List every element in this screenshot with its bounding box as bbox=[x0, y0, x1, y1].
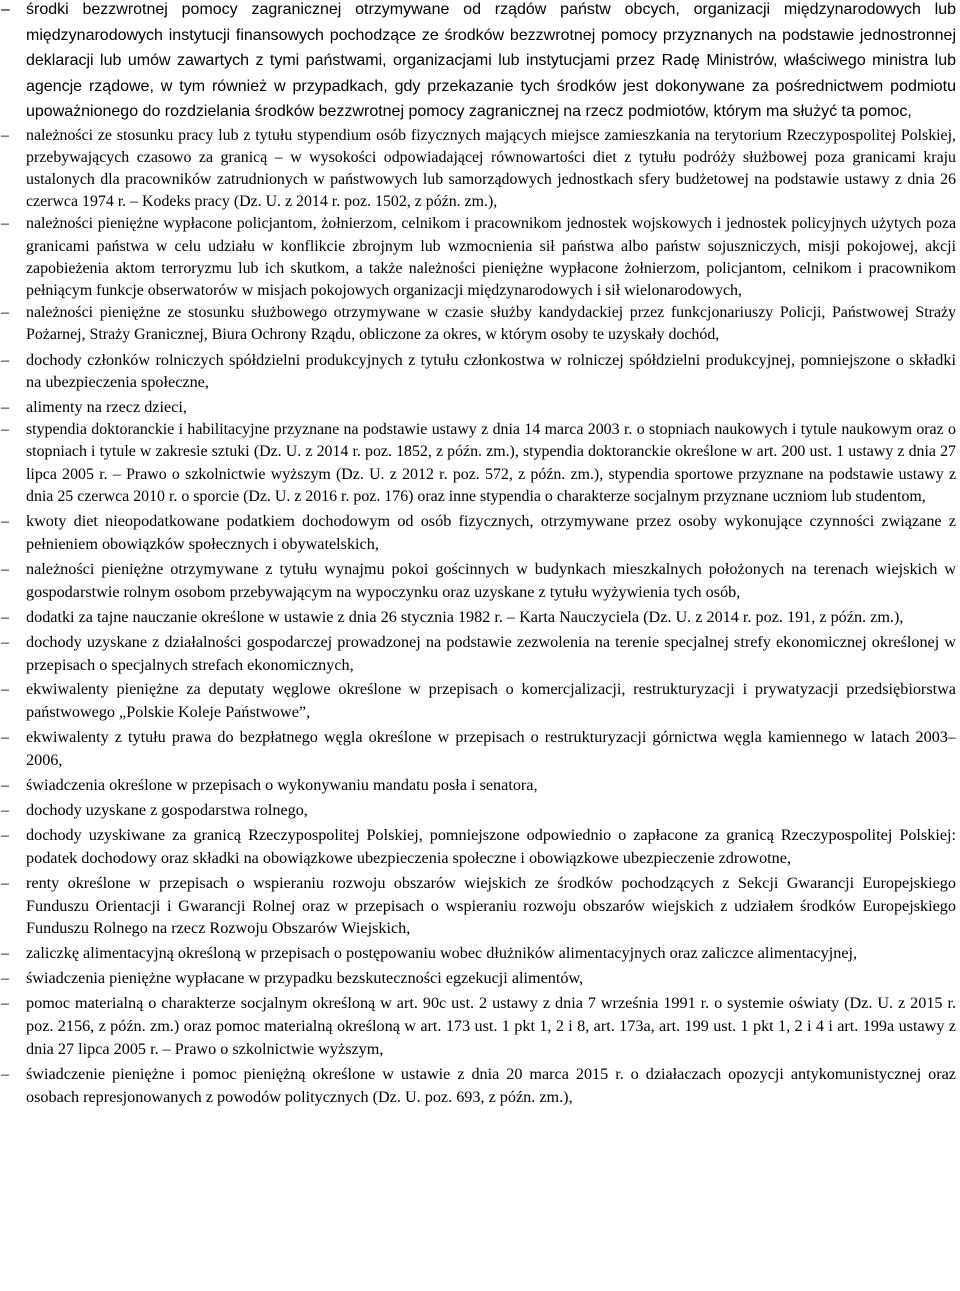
list-item-text: stypendia doktoranckie i habilitacyjne przyznane na podstawie ustawy z dnia 14 marca 2003 r. o stopniach naukowych i tytule naukowym oraz o stopniach i tytule w zakresie sztuki (Dz. U. z 2014 r. poz. 1852, z późn. zm.), stypendia doktoranckie określone w art. 200 ust. 1 ustawy z dnia 27 lipca 2005 r. – Prawo o szkolnictwie wyższym (Dz. U. z 2012 r. poz. 572, z późn. zm.), stypendia sportowe przyznane na podstawie ustawy z dnia 25 czerwca 2010 r. o sporcie (Dz. U. z 2016 r. poz. 176) oraz inne stypendia o charakterze socjalnym przyznane uczniom lub studentom, bbox=[26, 421, 956, 505]
dash-bullet-icon: – bbox=[1, 215, 9, 233]
dash-bullet-icon: – bbox=[1, 607, 10, 626]
dash-bullet-icon: – bbox=[1, 969, 10, 988]
list-item-text: pomoc materialną o charakterze socjalnym określoną w art. 90c ust. 2 ustawy z dnia 7 września 1991 r. o systemie oświaty (Dz. U. z 2015 r. poz. 2156, z późn. zm.) oraz pomoc materialną określoną w art. 173 ust. 1 pkt 1, 2 i 8, art. 173a, art. 199 ust. 1 pkt 1, 2 i 4 i art. 199a ustawy z dnia 27 lipca 2005 r. – Prawo o szkolnictwie wyższym, bbox=[26, 994, 956, 1058]
list-item bbox=[0, 942, 960, 965]
list-item-text: dochody członków rolniczych spółdzielni produkcyjnych z tytułu członkostwa w rolniczej spółdzielni produkcyjnej, pomniejszone o składki na ubezpieczenia społeczne, bbox=[26, 350, 956, 392]
list-item-text: należności ze stosunku pracy lub z tytułu stypendium osób fizycznych mających miejsce zamieszkania na terytorium Rzeczypospolitej Polskiej, przebywających czasowo za granicą – w wysokości odpowiadającej równowartości diet z tytułu podróży służbowej poza granicami kraju ustalonych dla pracowników zatrudnionych w państwowych lub samorządowych jednostkach sfery budżetowej na podstawie ustawy z dnia 26 czerwca 1974 r. – Kodeks pracy (Dz. U. z 2014 r. poz. 1502, z późn. zm.), bbox=[26, 126, 956, 211]
dash-bullet-icon: – bbox=[1, 398, 10, 417]
dash-bullet-icon: – bbox=[1, 944, 10, 963]
list-item bbox=[0, 992, 960, 1061]
dash-bullet-icon: – bbox=[1, 632, 10, 651]
list-item-text: renty określone w przepisach o wspieraniu rozwoju obszarów wiejskich ze środków pochodzących z Sekcji Gwarancji Europejskiego Funduszu Orientacji i Gwarancji Rolnej oraz w przepisach o wspieraniu rozwoju obszarów wiejskich z udziałem środków Europejskiego Funduszu Rolnego na rzecz Rozwoju Obszarów Wiejskich, bbox=[26, 873, 956, 938]
dash-bullet-icon: – bbox=[1, 994, 10, 1013]
list-item-text: dochody uzyskiwane za granicą Rzeczypospolitej Polskiej, pomniejszone odpowiednio o zapłacone za granicą Rzeczypospolitej Polskiej: podatek dochodowy oraz składki na obowiązkowe ubezpieczenia społeczne i obowiązkowe ubezpieczenie zdrowotne, bbox=[26, 825, 956, 867]
dash-bullet-icon: – bbox=[1, 126, 9, 144]
list-item bbox=[0, 419, 960, 508]
list-item bbox=[0, 396, 960, 419]
list-item-text: zaliczkę alimentacyjną określoną w przepisach o postępowaniu wobec dłużników alimentacyjnych oraz zaliczce alimentacyjnej, bbox=[26, 944, 858, 963]
list-item bbox=[0, 631, 960, 677]
list-item-text: ekwiwalenty pieniężne za deputaty węglowe określone w przepisach o komercjalizacji, restrukturyzacji i prywatyzacji przedsiębiorstwa państwowego „Polskie Koleje Państwowe”, bbox=[26, 680, 956, 722]
list-item-text: należności pieniężne otrzymywane z tytułu wynajmu pokoi gościnnych w budynkach mieszkalnych położonych na terenach wiejskich w gospodarstwie rolnym osobom przebywającym na wypoczynku oraz uzyskane z tytułu wyżywienia tych osób, bbox=[26, 559, 956, 601]
list-item bbox=[0, 799, 960, 822]
list-item bbox=[0, 302, 960, 346]
dash-bullet-icon: – bbox=[1, 1064, 10, 1083]
list-item bbox=[0, 678, 960, 724]
list-item-text: świadczenie pieniężne i pomoc pieniężną określone w ustawie z dnia 20 marca 2015 r. o działaczach opozycji antykomunistycznej oraz osobach represjonowanych z powodów politycznych (Dz. U. poz. 693, z późn. zm.), bbox=[26, 1064, 956, 1106]
dash-bullet-icon: – bbox=[1, 776, 10, 795]
dash-bullet-icon: – bbox=[1, 1, 10, 18]
list-item bbox=[0, 1063, 960, 1109]
list-item-text: alimenty na rzecz dzieci, bbox=[26, 398, 187, 417]
list-item bbox=[0, 510, 960, 556]
list-item bbox=[0, 213, 960, 302]
list-item-text: świadczenia pieniężne wypłacane w przypadku bezskuteczności egzekucji alimentów, bbox=[26, 969, 584, 988]
list-item-text: kwoty diet nieopodatkowane podatkiem dochodowym od osób fizycznych, otrzymywane przez osoby wykonujące czynności związane z pełnieniem obowiązków społecznych i obywatelskich, bbox=[26, 512, 956, 553]
list-item-text: świadczenia określone w przepisach o wykonywaniu mandatu posła i senatora, bbox=[26, 776, 538, 795]
list-item-text: dochody uzyskane z gospodarstwa rolnego, bbox=[26, 800, 308, 819]
list-item bbox=[0, 774, 960, 797]
list-item bbox=[0, 726, 960, 772]
dash-bullet-icon: – bbox=[1, 728, 10, 747]
list-item bbox=[0, 0, 960, 125]
list-item bbox=[0, 967, 960, 990]
list-item bbox=[0, 125, 960, 214]
dash-bullet-icon: – bbox=[1, 421, 9, 439]
list-item-text: należności pieniężne ze stosunku służbowego otrzymywane w czasie służby kandydackiej przez funkcjonariuszy Policji, Państwowej Straży Pożarnej, Straży Granicznej, Biura Ochrony Rządu, obliczone za okres, w którym osoby te uzyskały dochód, bbox=[26, 304, 956, 344]
list-item-text: dodatki za tajne nauczanie określone w ustawie z dnia 26 stycznia 1982 r. – Karta Nauczyciela (Dz. U. z 2014 r. poz. 191, z późn. zm.), bbox=[26, 607, 904, 626]
list-item bbox=[0, 558, 960, 604]
dash-bullet-icon: – bbox=[1, 800, 10, 819]
dash-bullet-icon: – bbox=[1, 350, 10, 369]
dash-bullet-icon: – bbox=[1, 680, 10, 699]
list-item bbox=[0, 872, 960, 941]
dash-bullet-icon: – bbox=[1, 559, 10, 578]
list-item bbox=[0, 824, 960, 870]
list-item-text: należności pieniężne wypłacone policjantom, żołnierzom, celnikom i pracownikom jednostek wojskowych i jednostek policyjnych użytych poza granicami państwa w celu udziału w konflikcie zbrojnym lub wzmocnienia sił państwa albo państw sojuszniczych, misji pokojowej, akcji zapobieżenia aktom terroryzmu lub ich skutkom, a także należności pieniężne wypłacone żołnierzom, policjantom, celnikom i pracownikom pełniącym funkcje obserwatorów w misjach pokojowych organizacji międzynarodowych i sił wielonarodowych, bbox=[26, 215, 956, 299]
dash-bullet-icon: – bbox=[1, 304, 9, 322]
list-item-text: środki bezzwrotnej pomocy zagranicznej otrzymywane od rządów państw obcych, organizacji międzynarodowych lub międzynarodowych instytucji finansowych pochodzące ze środków bezzwrotnej pomocy przyznanych na podstawie jednostronnej deklaracji lub umów zawartych z tymi państwami, organizacjami lub instytucjami przez Radę Ministrów, właściwego ministra lub agencje rządowe, w tym również w przypadkach, gdy przekazanie tych środków jest dokonywane za pośrednictwem podmiotu upoważnionego do rozdzielania środków bezzwrotnej pomocy zagranicznej na rzecz podmiotów, którym ma służyć ta pomoc, bbox=[26, 1, 956, 120]
list-item-text: dochody uzyskane z działalności gospodarczej prowadzonej na podstawie zezwolenia na terenie specjalnej strefy ekonomicznej określonej w przepisach o specjalnych strefach ekonomicznych, bbox=[26, 632, 956, 674]
dash-bullet-icon: – bbox=[1, 512, 10, 531]
dash-bullet-icon: – bbox=[1, 825, 10, 844]
list-item bbox=[0, 349, 960, 395]
list-item-text: ekwiwalenty z tytułu prawa do bezpłatnego węgla określone w przepisach o restrukturyzacji górnictwa węgla kamiennego w latach 2003–2006, bbox=[26, 728, 956, 770]
list-item bbox=[0, 606, 960, 629]
dash-bullet-icon: – bbox=[1, 873, 10, 892]
